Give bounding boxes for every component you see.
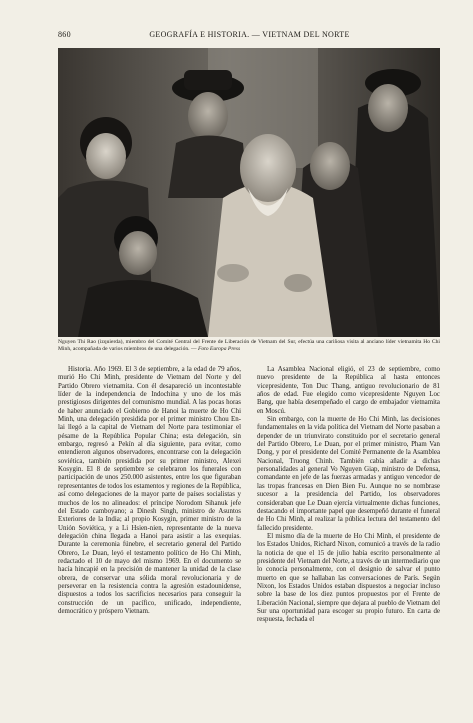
page-header — [58, 30, 441, 44]
article-column-left — [58, 366, 241, 702]
article-paragraph: Sin embargo, con la muerte de Ho Chi Minh, las decisiones fundamentales en la vida política del Vietnam del Norte pasaban a depender de un triunvirato constituido por el secretario general del Partido Obrero, Le Duan, por el primer ministro, Pham Van Dong, y por el presidente del Comité Permanente de la Asamblea Nacional, Truong Chinh. También cabía añadir a dichas personalidades al general Vo Nguyen Giap, ministro de Defensa, comandante en jefe de las fuerzas armadas y antiguo vencedor de las tropas francesas en Dien Bien Fu. Aunque no se nombrase sucesor a la presidencia del Partido, los observadores consideraban que Le Duan ejercía virtualmente dichas funciones, destacando el importante papel que desempeñó durante el funeral de Ho Chi Minh, al realizar la pública lectura del testamento del fallecido presidente. — [257, 416, 440, 532]
photograph-image — [58, 48, 440, 337]
photo-caption: Nguyen Thi Rao (izquierda), miembro del Comité Central del Frente de Liberación de Vietnam del Sur, efectúa una cariñosa visita al anciano líder vietnamita Ho Chi Minh, acompañada de varios miembros de una delegación. — Foto Europa Press — [58, 339, 440, 352]
page-number: 860 — [58, 30, 71, 39]
article-paragraph: El mismo día de la muerte de Ho Chi Minh, el presidente de los Estados Unidos, Richard Nixon, comunicó a través de la radio la noticia de que el 15 de julio había escrito personalmente al presidente del Vietnam del Norte, a través de un intermediario que lo conocía personalmente, con el designio de salvar el punto muerto en que se hallaban las conversaciones de París. Según Nixon, los Estados Unidos estaban dispuestos a negociar incluso sobre la base de los diez puntos propuestos por el Frente de Liberación Nacional, siempre que dejara al pueblo de Vietnam del Sur una oportunidad para escoger su propio futuro. En carta de respuesta, fechada el — [257, 532, 440, 624]
article-paragraph: Historia. Año 1969. El 3 de septiembre, a la edad de 79 años, murió Ho Chi Minh, presidente de Vietnam del Norte y del Partido Obrero vietnamita. Con él desapareció un incontestable líder de la independencia de Indochina y uno de los más prestigiosos dirigentes del comunismo mundial. A las pocas horas de haber anunciado el Gobierno de Hanoi la muerte de Ho Chi Minh, una delegación presidida por el primer ministro Chou En-lai llegó a la capital de Vietnam del Norte para testimoniar el pésame de la República Popular China; esta delegación, sin embargo, regresó a Pekín al día siguiente, para evitar, como entendieron algunos observadores, encontrarse con la delegación soviética, también presidida por su primer ministro, Alexei Kosygin. El 8 de septiembre se celebraron los funerales con participación de unos 250.000 asistentes, entre los que figuraban representantes de todos los estamentos y regiones de la República, así como delegaciones de la mayor parte de países socialistas y muchos de los no alineados: el príncipe Norodom Sihanuk jefe del Estado camboyano; a Dinesh Singh, ministro de Asuntos Exteriores de la India; al propio Kosygin, primer ministro de la Unión Soviética, y a Li Hsien-nien, representante de la nueva delegación china llegada a Hanoi para asistir a las exequias. Durante la ceremonia fúnebre, el secretario general del Partido Obrero, Le Duan, leyó el testamento político de Ho Chi Minh, redactado el 10 de mayo del mismo 1969. En el documento se hacía hincapié en la precisión de mantener la unidad de la clase obrera, de conservar una sólida moral revolucionaria y de perseverar en la resistencia contra la agresión estadounidense, dispuestos a todos los sacrificios necesarios para conseguir la construcción de un pacífico, unificado, independiente, democrático y próspero Vietnam. — [58, 366, 241, 615]
article-paragraph: La Asamblea Nacional eligió, el 23 de septiembre, como nuevo presidente de la República al hasta entonces vicepresidente, Ton Duc Thang, antiguo revolucionario de 81 años de edad. Fue elegido como vicepresidente Nguyen Loc Bang, que había desempeñado el cargo de embajador vietnamita en Moscú. — [257, 366, 440, 415]
photograph — [58, 48, 440, 337]
photo-credit: Foto Europa Press — [197, 346, 241, 352]
caption-text: Nguyen Thi Rao (izquierda), miembro del Comité Central del Frente de Liberación de Vietnam del Sur, efectúa una cariñosa visita al anciano líder vietnamita Ho Chi Minh, acompañada de varios miembros de una delegación. — [58, 339, 440, 352]
article-column-right — [257, 366, 440, 702]
running-title: GEOGRAFÍA E HISTORIA. — VIETNAM DEL NORTE — [149, 30, 350, 39]
